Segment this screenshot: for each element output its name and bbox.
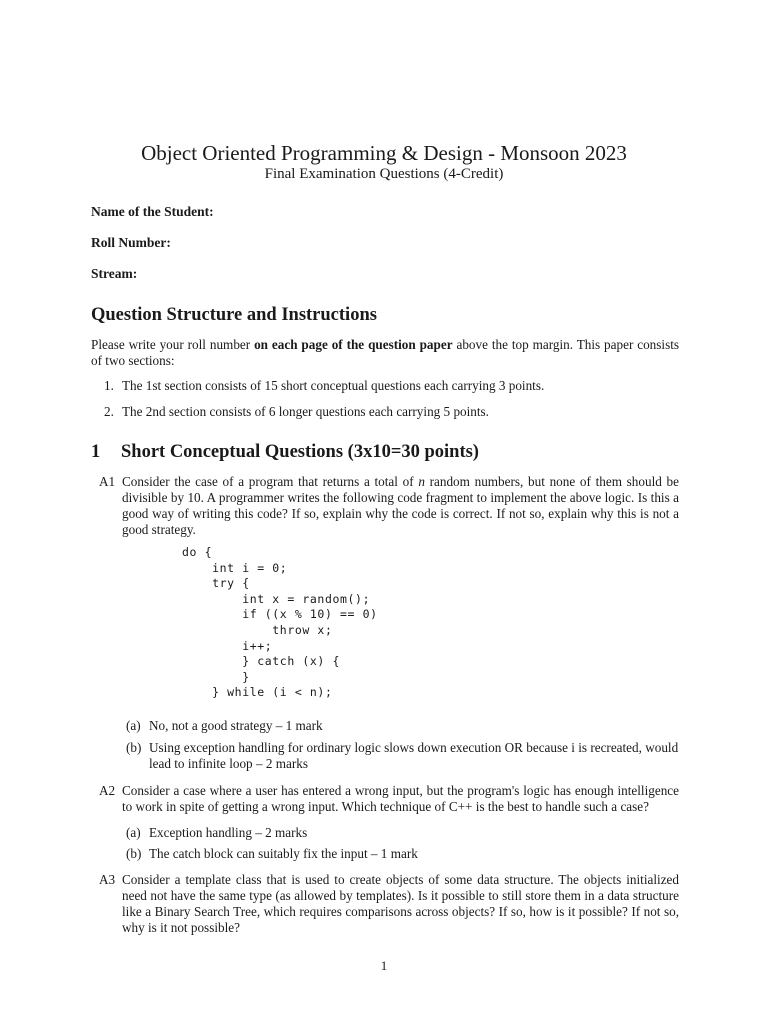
list-item-number: 1.	[104, 378, 114, 393]
list-item	[104, 378, 679, 394]
answer-item	[126, 846, 679, 862]
instructions-heading: Question Structure and Instructions	[91, 305, 377, 325]
answer-label: (b)	[126, 740, 142, 755]
student-name-label: Name of the Student:	[91, 204, 214, 219]
question-text: Consider a case where a user has entered a wrong input, but the program's logic has enough intelligence to work in spite of getting a wrong input. Which technique of C++ is the best to handle such a case?	[122, 783, 679, 814]
list-item-text: The 2nd section consists of 6 longer questions each carrying 5 points.	[122, 404, 489, 419]
question-label: A1	[99, 474, 116, 489]
instructions-text-end: above the top margin. This paper consists of two sections:	[91, 337, 679, 368]
question-text: Consider the case of a program that returns a total of n random numbers, but none of them should be divisible by 10. A programmer writes the following code fragment to implement the above logic. Is this a good way of writing this code? If so, explain why the code is correct. If not so, explain why this is not a good strategy.	[122, 474, 679, 537]
answer-text: Using exception handling for ordinary logic slows down execution OR because i is recreated, would lead to infinite loop – 2 marks	[149, 740, 679, 771]
page-number: 1	[380, 958, 388, 973]
instructions-text-start: Please write your roll number	[91, 337, 255, 352]
answer-text: No, not a good strategy – 1 mark	[149, 718, 323, 733]
answer-label: (a)	[126, 718, 141, 733]
roll-number-label: Roll Number:	[91, 235, 171, 250]
list-item	[104, 404, 679, 420]
instructions-paragraph	[91, 337, 679, 369]
code-fragment: do { int i = 0; try { int x = random(); if ((x % 10) == 0) throw x; i++; } catch (x) { } } while (i < n);	[182, 545, 378, 700]
question-label: A2	[99, 783, 116, 798]
list-item-text: The 1st section consists of 15 short conceptual questions each carrying 3 points.	[122, 378, 545, 393]
section-title: Short Conceptual Questions (3x10=30 points)	[121, 442, 479, 462]
document-title: Object Oriented Programming & Design - Monsoon 2023	[141, 141, 627, 165]
question-label: A3	[99, 872, 116, 887]
question-a1	[99, 474, 679, 538]
stream-label: Stream:	[91, 266, 138, 281]
answer-item	[126, 718, 679, 734]
question-a2	[99, 783, 679, 815]
answer-item	[126, 825, 679, 841]
question-text: Consider a template class that is used to create objects of some data structure. The objects initialized need not have the same type (as allowed by templates). Is it possible to still store them in a data structure like a Binary Search Tree, which requires comparisons across objects? If so, how is it possible? If not so, why is it not possible?	[122, 872, 679, 935]
section-1-heading	[91, 441, 479, 463]
instructions-bold-text: on each page of the question paper	[254, 337, 453, 352]
question-a3	[99, 872, 679, 936]
answer-text: The catch block can suitably fix the input – 1 mark	[149, 846, 418, 861]
answer-item	[126, 740, 679, 772]
list-item-number: 2.	[104, 404, 114, 419]
answer-label: (a)	[126, 825, 141, 840]
answer-label: (b)	[126, 846, 142, 861]
answer-text: Exception handling – 2 marks	[149, 825, 308, 840]
section-number: 1	[91, 442, 101, 462]
document-subtitle: Final Examination Questions (4-Credit)	[264, 166, 504, 182]
